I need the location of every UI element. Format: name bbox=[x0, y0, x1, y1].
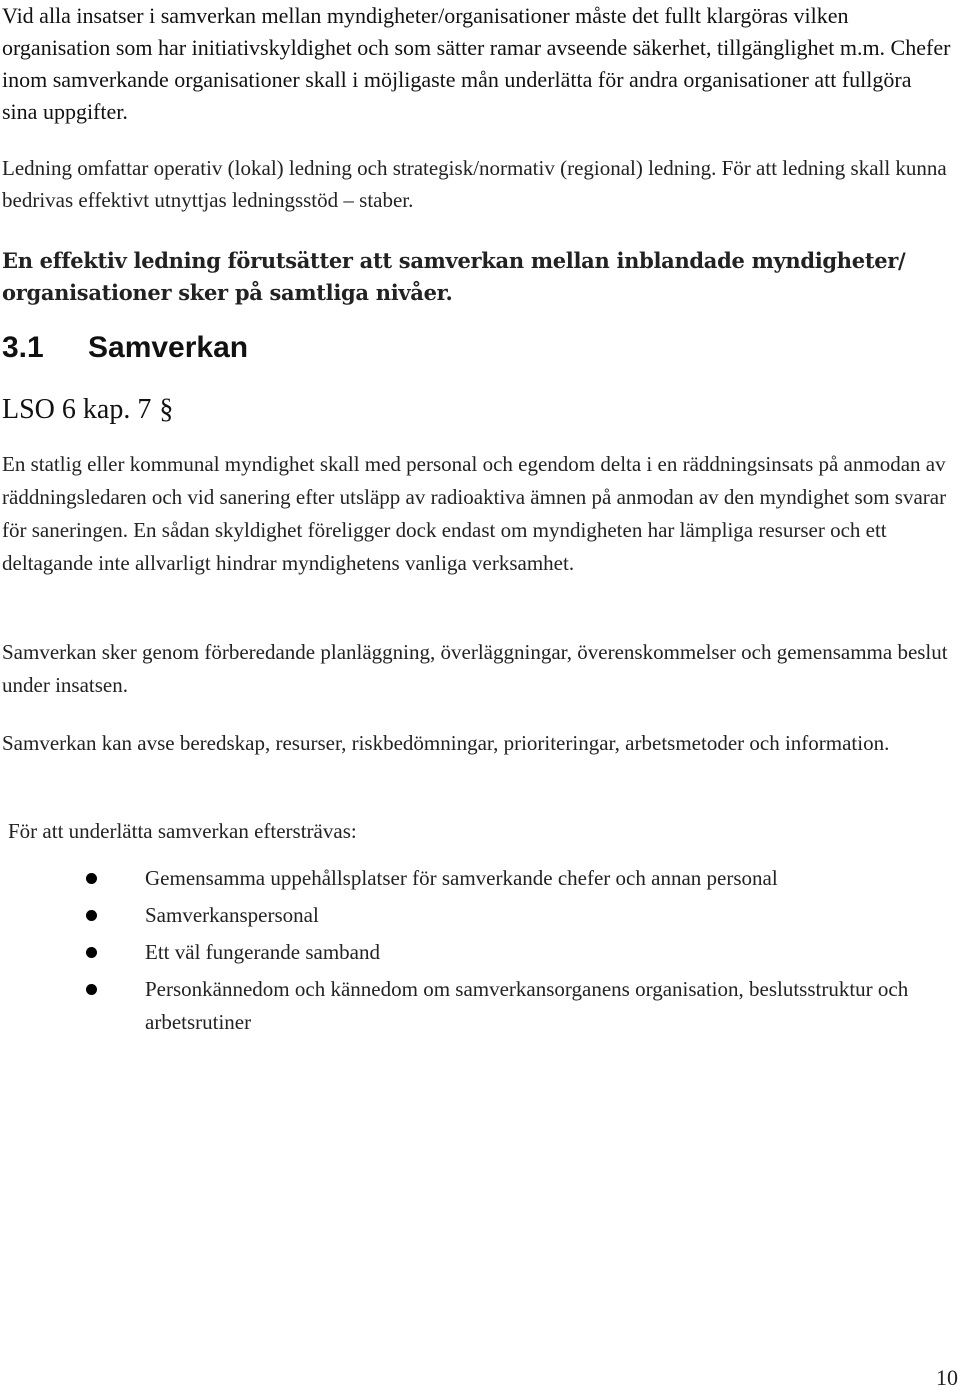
list-item bbox=[0, 973, 950, 1039]
statlig-paragraph: En statlig eller kommunal myndighet skall med personal och egendom delta i en räddningsinsats på anmodan av räddningsledaren och vid sanering efter utsläpp av radioaktiva ämnen på anmodan av den myndighet som svarar för saneringen. En sådan skyldighet föreligger dock endast om myndigheten har lämpliga resurser och ett deltagande inte allvarligt hindrar myndighetens vanliga verksamhet. bbox=[2, 452, 947, 575]
intro-paragraph: Vid alla insatser i samverkan mellan myndigheter/organisationer måste det fullt klargöras vilken organisation som har initiativskyldighet och som sätter ramar avseende säkerhet, tillgänglighet m.m. Chefer inom samverkande organisationer skall i möjligaste mån underlätta för andra organisationer att fullgöra sina uppgifter. bbox=[2, 3, 951, 124]
list-item bbox=[0, 936, 950, 969]
samverkan-avse-paragraph: Samverkan kan avse beredskap, resurser, riskbedömningar, prioriteringar, arbetsmetoder och information. bbox=[2, 731, 890, 755]
list-item-text: Gemensamma uppehållsplatser för samverkande chefer och annan personal bbox=[145, 866, 778, 890]
bullet-icon bbox=[86, 984, 97, 995]
section-number: 3.1 bbox=[2, 331, 44, 364]
list-item-text: Samverkanspersonal bbox=[145, 903, 319, 927]
list-item-text: Ett väl fungerande samband bbox=[145, 940, 380, 964]
list-item bbox=[0, 899, 950, 932]
section-heading bbox=[2, 328, 248, 368]
list-intro: För att underlätta samverkan eftersträvas: bbox=[8, 819, 357, 843]
section-title: Samverkan bbox=[88, 331, 249, 364]
bullet-icon bbox=[86, 873, 97, 884]
law-reference bbox=[2, 390, 173, 430]
page-number: 10 bbox=[936, 1365, 958, 1390]
effektiv-ledning-paragraph: En effektiv ledning förutsätter att samverkan mellan inblandade myndigheter/ organisationer sker på samtliga nivåer. bbox=[2, 248, 906, 305]
bullet-list bbox=[0, 862, 950, 1043]
list-item bbox=[0, 862, 950, 895]
bullet-icon bbox=[86, 947, 97, 958]
law-reference-text: LSO 6 kap. 7 bbox=[2, 394, 152, 425]
samverkan-sker-paragraph: Samverkan sker genom förberedande planläggning, överläggningar, överenskommelser och gemensamma beslut under insatsen. bbox=[2, 640, 948, 697]
paragraph-symbol: § bbox=[159, 394, 174, 425]
ledning-paragraph: Ledning omfattar operativ (lokal) ledning och strategisk/normativ (regional) ledning. För att ledning skall kunna bedrivas effektivt utnyttjas ledningsstöd – staber. bbox=[2, 156, 947, 212]
list-item-text: Personkännedom och kännedom om samverkansorganens organisation, beslutsstruktur och arbetsrutiner bbox=[145, 977, 909, 1034]
bullet-icon bbox=[86, 910, 97, 921]
